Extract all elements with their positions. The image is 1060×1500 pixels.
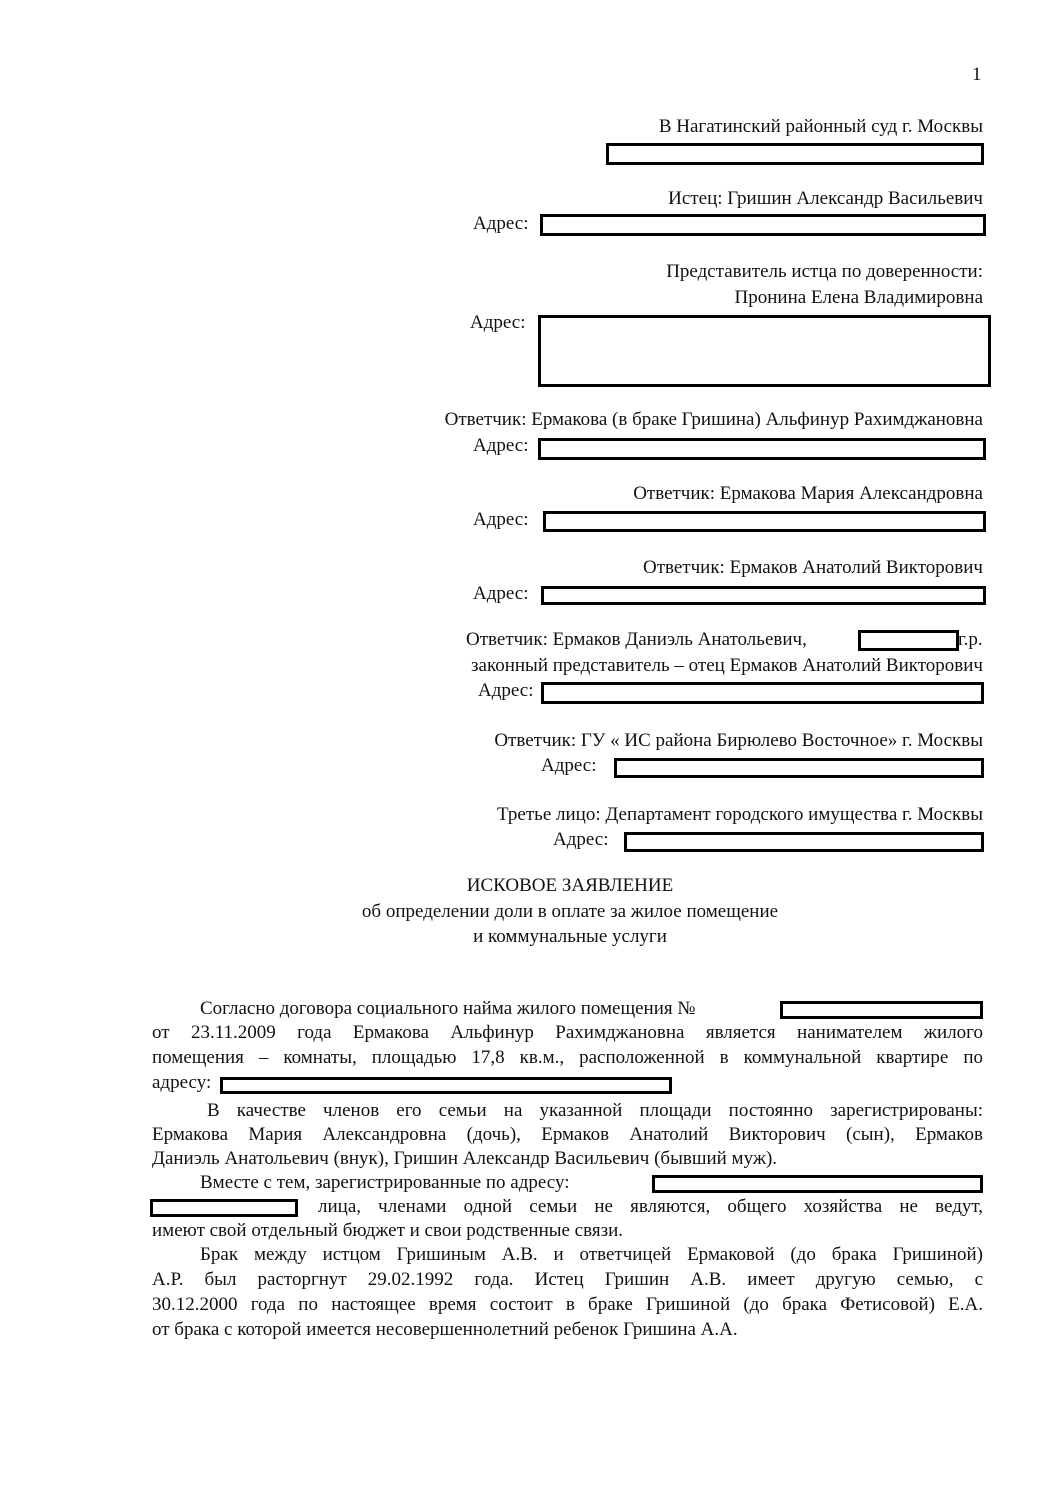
redaction-box [541, 586, 986, 605]
body-line: Даниэль Анатольевич (внук), Гришин Александр Васильевич (бывший муж). [152, 1148, 778, 1169]
redaction-box [541, 682, 984, 704]
body-line: В качестве членов его семьи на указанной площади постоянно зарегистрированы: [207, 1100, 983, 1121]
address-label: Адрес: [478, 680, 534, 701]
defendant-5: Ответчик: ГУ « ИС района Бирюлево Восточное» г. Москвы [494, 730, 983, 751]
address-label: Адрес: [541, 755, 597, 776]
redaction-box [858, 630, 959, 651]
body-line: от брака с которой имеется несовершеннолетний ребенок Гришина А.А. [152, 1319, 738, 1340]
defendant-4-representative: законный представитель – отец Ермаков Анатолий Викторович [471, 655, 983, 676]
body-line: Вместе с тем, зарегистрированные по адресу: [200, 1172, 570, 1193]
court-name: В Нагатинский районный суд г. Москвы [658, 116, 983, 137]
body-line: Брак между истцом Гришиным А.В. и ответчицей Ермаковой (до брака Гришиной) [200, 1244, 983, 1265]
redaction-box [220, 1077, 672, 1094]
body-line: А.Р. был расторгнут 29.02.1992 года. Истец Гришин А.В. имеет другую семью, с [152, 1269, 983, 1290]
address-label: Адрес: [473, 435, 529, 456]
body-line: имеют свой отдельный бюджет и свои родственные связи. [152, 1220, 624, 1241]
redaction-box [538, 315, 991, 387]
redaction-box [614, 758, 984, 778]
body-line: от 23.11.2009 года Ермакова Альфинур Рахимджановна является нанимателем жилого [152, 1022, 983, 1043]
representative-label: Представитель истца по доверенности: [666, 261, 983, 282]
third-party: Третье лицо: Департамент городского имущества г. Москвы [497, 804, 983, 825]
address-label: Адрес: [473, 583, 529, 604]
redaction-box [780, 1001, 983, 1019]
body-line: адресу: [152, 1072, 212, 1093]
defendant-3: Ответчик: Ермаков Анатолий Викторович [642, 557, 983, 578]
address-label: Адрес: [473, 509, 529, 530]
defendant-2: Ответчик: Ермакова Мария Александровна [633, 483, 983, 504]
body-line: Согласно договора социального найма жилого помещения № [200, 998, 696, 1019]
address-label: Адрес: [473, 213, 529, 234]
redaction-box [150, 1199, 298, 1217]
body-line: лица, членами одной семьи не являются, общего хозяйства не ведут, [318, 1196, 983, 1217]
redaction-box [652, 1175, 983, 1193]
defendant-1: Ответчик: Ермакова (в браке Гришина) Альфинур Рахимджановна [444, 409, 983, 430]
body-line: помещения – комнаты, площадью 17,8 кв.м., расположенной в коммунальной квартире по [152, 1047, 983, 1068]
redaction-box [538, 438, 986, 460]
document-subtitle: об определении доли в оплате за жилое помещение [361, 901, 779, 922]
address-label: Адрес: [470, 312, 526, 333]
address-label: Адрес: [553, 829, 609, 850]
body-line: Ермакова Мария Александровна (дочь), Ермаков Анатолий Викторович (сын), Ермаков [152, 1124, 983, 1145]
redaction-box [606, 143, 984, 165]
plaintiff: Истец: Гришин Александр Васильевич [668, 188, 983, 209]
redaction-box [624, 832, 984, 852]
document-subtitle: и коммунальные услуги [473, 926, 667, 947]
representative-name: Пронина Елена Владимировна [734, 287, 983, 308]
document-title: ИСКОВОЕ ЗАЯВЛЕНИЕ [466, 875, 674, 896]
defendant-4: Ответчик: Ермаков Даниэль Анатольевич, [466, 629, 807, 650]
page-number: 1 [972, 64, 982, 85]
birth-year-suffix: г.р. [958, 629, 983, 650]
redaction-box [540, 214, 986, 236]
body-line: 30.12.2000 года по настоящее время состоит в браке Гришиной (до брака Фетисовой) Е.А. [152, 1294, 983, 1315]
redaction-box [543, 511, 986, 532]
